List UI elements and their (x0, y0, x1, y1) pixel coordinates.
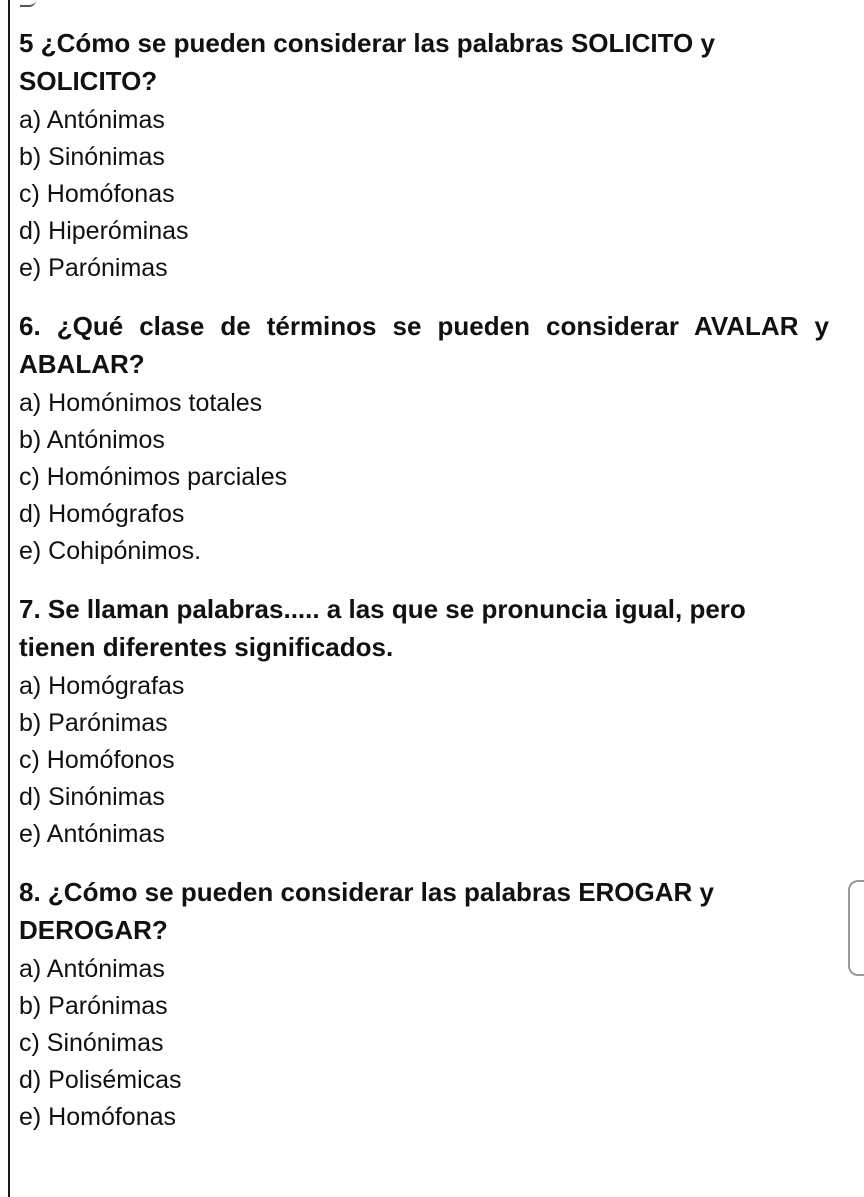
top-cut-mark (20, 0, 36, 7)
question-7-option-e[interactable]: e) Antónimas (19, 820, 165, 848)
question-5-option-a[interactable]: a) Antónimas (19, 106, 165, 134)
question-5-text: 5 ¿Cómo se pueden considerar las palabras SOLICITO y SOLICITO? (19, 28, 715, 96)
question-8-option-c[interactable]: c) Sinónimas (19, 1029, 164, 1057)
question-7-option-c[interactable]: c) Homófonos (19, 746, 175, 774)
question-8 (19, 873, 829, 1136)
question-7-option-b[interactable]: b) Parónimas (19, 709, 168, 737)
question-6 (19, 307, 829, 570)
question-7-text: 7. Se llaman palabras..... a las que se pronuncia igual, pero tienen diferentes significados. (19, 594, 746, 662)
question-8-option-d[interactable]: d) Polisémicas (19, 1066, 182, 1094)
question-6-option-c[interactable]: c) Homónimos parciales (19, 463, 288, 491)
question-7-option-d[interactable]: d) Sinónimas (19, 783, 165, 811)
question-8-option-e[interactable]: e) Homófonas (19, 1103, 177, 1131)
question-8-option-a[interactable]: a) Antónimas (19, 955, 165, 983)
question-6-option-e[interactable]: e) Cohipónimos. (19, 537, 202, 565)
question-5-option-e[interactable]: e) Parónimas (19, 254, 168, 282)
question-7-option-a[interactable]: a) Homógrafas (19, 672, 185, 700)
question-5-option-d[interactable]: d) Hiperóminas (19, 217, 189, 245)
question-5 (19, 24, 829, 287)
question-sheet (19, 24, 829, 1156)
question-8-option-b[interactable]: b) Parónimas (19, 992, 168, 1020)
right-edge-tab (848, 880, 864, 976)
question-6-text: 6. ¿Qué clase de términos se pueden considerar AVALAR y ABALAR? (19, 311, 829, 379)
question-5-option-b[interactable]: b) Sinónimas (19, 143, 165, 171)
question-6-option-d[interactable]: d) Homógrafos (19, 500, 185, 528)
question-5-option-c[interactable]: c) Homófonas (19, 180, 175, 208)
question-6-option-a[interactable]: a) Homónimos totales (19, 389, 263, 417)
question-6-option-b[interactable]: b) Antónimos (19, 426, 165, 454)
page-left-border (8, 0, 10, 1197)
question-8-text: 8. ¿Cómo se pueden considerar las palabras EROGAR y DEROGAR? (19, 877, 714, 945)
question-7 (19, 590, 829, 853)
